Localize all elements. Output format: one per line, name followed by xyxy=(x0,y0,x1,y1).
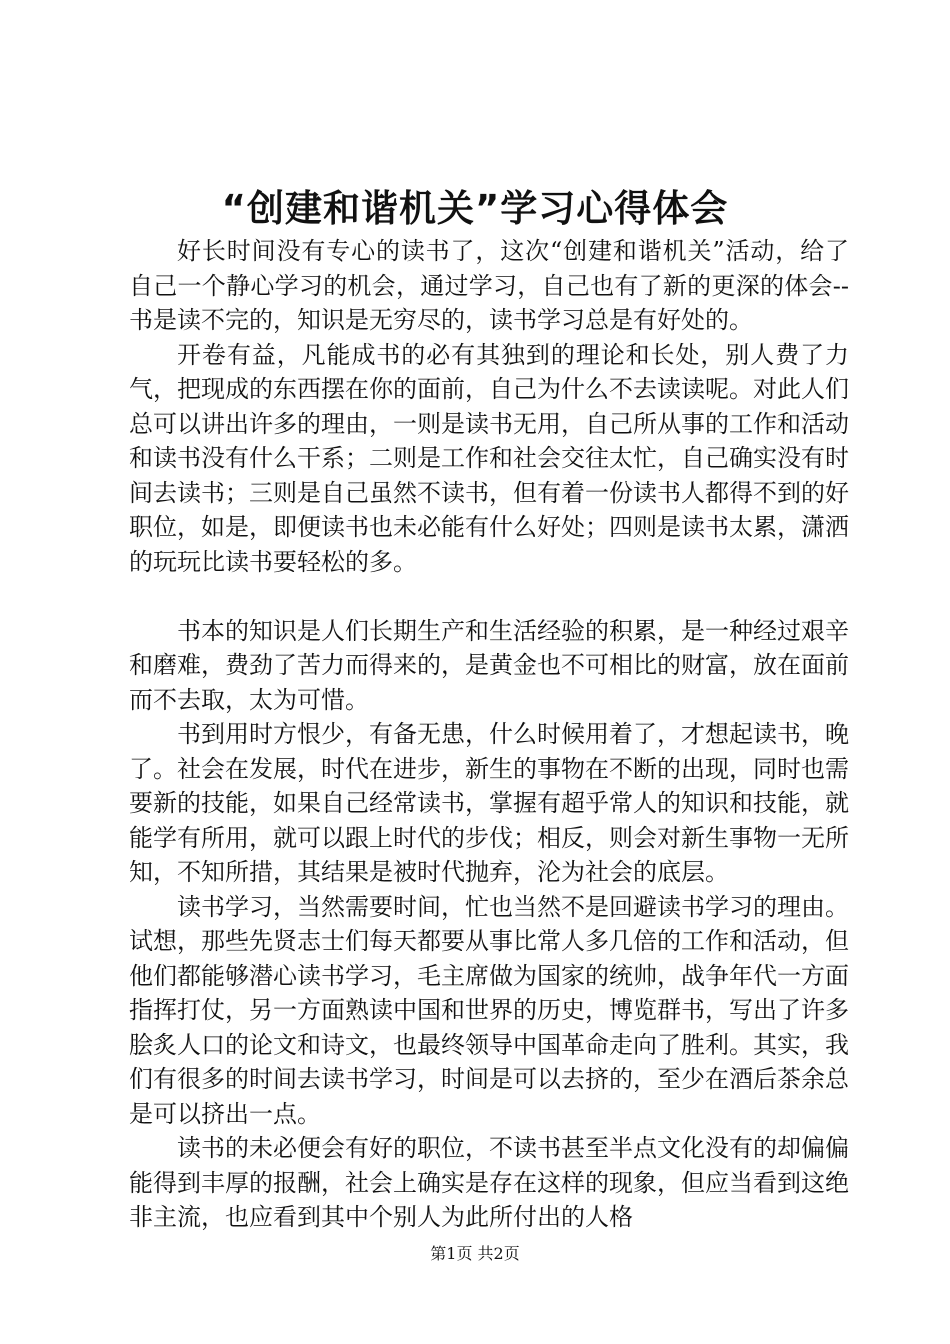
document-body xyxy=(129,234,849,1235)
paragraph-2: 开卷有益，凡能成书的必有其独到的理论和长处，别人费了力气，把现成的东西摆在你的面前，自己为什么不去读读呢。对此人们总可以讲出许多的理由，一则是读书无用，自己所从事的工作和活动和读书没有什么干系；二则是工作和社会交往太忙，自己确实没有时间去读书；三则是自己虽然不读书，但有着一份读书人都得不到的好职位，如是，即便读书也未必能有什么好处；四则是读书太累，潇洒的玩玩比读书要轻松的多。 xyxy=(129,340,849,576)
paragraph-gap xyxy=(129,579,849,614)
paragraph-3: 书本的知识是人们长期生产和生活经验的积累，是一种经过艰辛和磨难，费劲了苦力而得来的，是黄金也不可相比的财富，放在面前而不去取，太为可惜。 xyxy=(129,616,849,714)
page-number-footer: 第1页 共2页 xyxy=(430,1244,520,1263)
document-title: “创建和谐机关”学习心得体会 xyxy=(221,187,729,230)
paragraph-6: 读书的未必便会有好的职位，不读书甚至半点文化没有的却偏偏能得到丰厚的报酬，社会上确实是存在这样的现象，但应当看到这绝非主流，也应看到其中个别人为此所付出的人格 xyxy=(129,1134,849,1231)
paragraph-1: 好长时间没有专心的读书了，这次“创建和谐机关”活动，给了自己一个静心学习的机会，通过学习，自己也有了新的更深的体会--书是读不完的，知识是无穷尽的，读书学习总是有好处的。 xyxy=(129,237,849,334)
paragraph-5: 读书学习，当然需要时间，忙也当然不是回避读书学习的理由。试想，那些先贤志士们每天都要从事比常人多几倍的工作和活动，但他们都能够潜心读书学习，毛主席做为国家的统帅，战争年代一方面指挥打仗，另一方面熟读中国和世界的历史，博览群书，写出了许多脍炙人口的论文和诗文，也最终领导中国革命走向了胜利。其实，我们有很多的时间去读书学习，时间是可以去挤的，至少在酒后茶余总是可以挤出一点。 xyxy=(129,892,849,1128)
paragraph-4: 书到用时方恨少，有备无患，什么时候用着了，才想起读书，晚了。社会在发展，时代在进步，新生的事物在不断的出现，同时也需要新的技能，如果自己经常读书，掌握有超乎常人的知识和技能，就能学有所用，就可以跟上时代的步伐；相反，则会对新生事物一无所知，不知所措，其结果是被时代抛弃，沦为社会的底层。 xyxy=(129,720,849,886)
